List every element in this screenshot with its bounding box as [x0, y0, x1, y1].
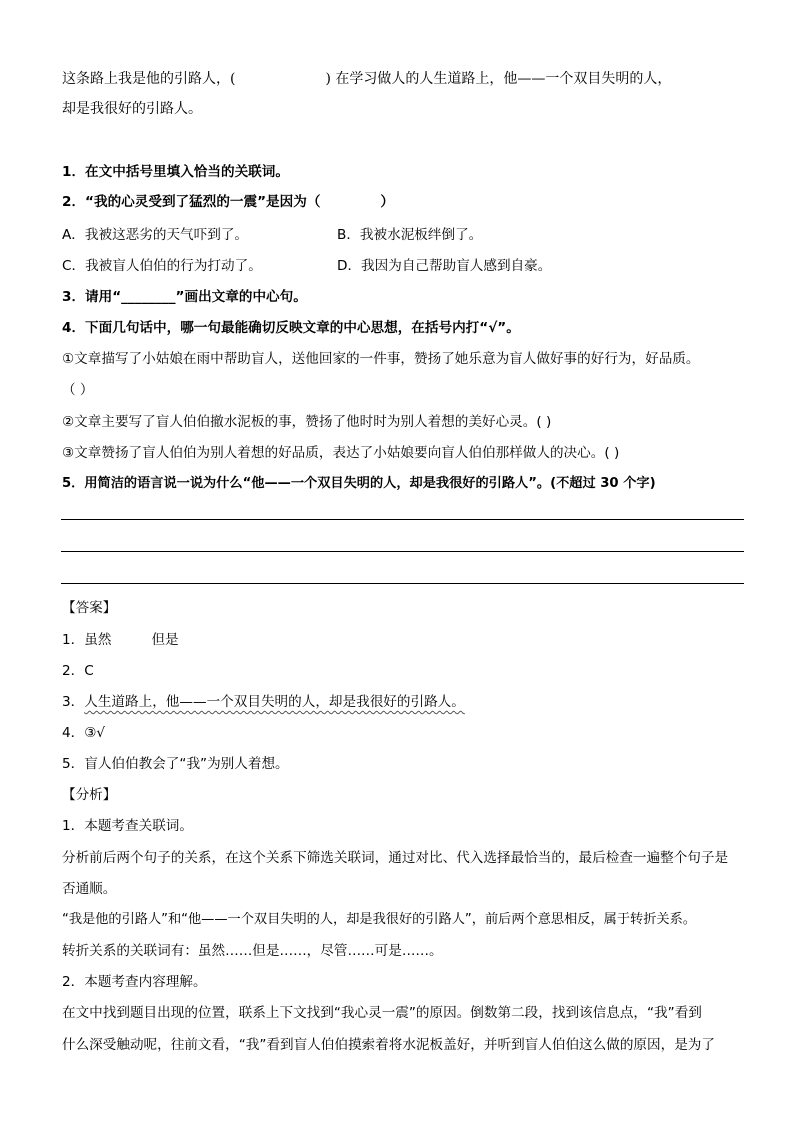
question-3: 3．请用“________”画出文章的中心句。 — [62, 289, 307, 305]
question-2 — [62, 193, 394, 211]
analysis-line-2: 分析前后两个句子的关系，在这个关系下筛选关联词，通过对比、代入选择最恰当的，最后检查一遍整个句子是 — [62, 850, 729, 866]
answer-3 — [62, 693, 465, 711]
passage-line-1a: 这条路上我是他的引路人，( — [62, 71, 236, 87]
answer-2: 2．C — [62, 663, 94, 679]
analysis-line-7: 在文中找到题目出现的位置，联系上下文找到“我心灵一震”的原因。倒数第二段，找到该信息点，“我”看到 — [62, 1005, 702, 1021]
analysis-line-8: 什么深受触动呢，往前文看，“我”看到盲人伯伯摸索着将水泥板盖好，并听到盲人伯伯这么做的原因，是为了 — [62, 1037, 715, 1053]
option-a: A．我被这恶劣的天气吓到了。 — [62, 227, 249, 243]
answer-4: 4．③√ — [62, 725, 106, 741]
question-4-option-1: ①文章描写了小姑娘在雨中帮助盲人，送他回家的一件事，赞扬了她乐意为盲人做好事的好行为，好品质。 — [62, 351, 700, 367]
question-1: 1．在文中括号里填入恰当的关联词。 — [62, 164, 289, 180]
question-4: 4．下面几句话中，哪一句最能确切反映文章的中心思想，在括号内打“√”。 — [62, 320, 520, 336]
answer-line-3 — [61, 583, 744, 584]
analysis-line-4: “我是他的引路人”和“他——一个双目失明的人，却是我很好的引路人”，前后两个意思相反，属于转折关系。 — [62, 912, 696, 927]
answer-1-word-2: 但是 — [151, 632, 179, 648]
option-c: C．我被盲人伯伯的行为打动了。 — [62, 258, 262, 274]
question-5: 5．用简洁的语言说一说为什么“他——一个双目失明的人，却是我很好的引路人”。(不超过 30 个字) — [62, 476, 656, 491]
analysis-line-1: 1．本题考查关联词。 — [62, 818, 193, 834]
question-4-option-2: ②文章主要写了盲人伯伯撤水泥板的事，赞扬了他时时为别人着想的美好心灵。( ) — [62, 414, 552, 430]
analysis-line-6: 2．本题考查内容理解。 — [62, 974, 207, 990]
answer-3-number: 3． — [62, 694, 85, 710]
answer-line-1 — [61, 519, 744, 520]
analysis-heading: 【分析】 — [62, 787, 117, 803]
answers-heading: 【答案】 — [62, 600, 117, 616]
passage-line-1b: ) 在学习做人的人生道路上，他——一个双目失明的人， — [325, 71, 672, 87]
answer-1 — [62, 631, 179, 649]
analysis-line-5: 转折关系的关联词有：虽然……但是……，尽管……可是……。 — [62, 943, 443, 959]
answer-1-word-1: 1．虽然 — [62, 632, 112, 648]
option-b: B．我被水泥板绊倒了。 — [337, 227, 483, 243]
question-2-text: 2．“我的心灵受到了猛烈的一震”是因为（ — [62, 194, 321, 210]
question-4-option-3: ③文章赞扬了盲人伯伯为别人着想的好品质，表达了小姑娘要向盲人伯伯那样做人的决心。( ) — [62, 445, 620, 461]
option-d: D．我因为自己帮助盲人感到自豪。 — [337, 258, 552, 274]
question-2-close: ） — [380, 194, 395, 210]
answer-3-text: 人生道路上，他——一个双目失明的人，却是我很好的引路人。 — [84, 694, 465, 710]
question-4-option-1-paren: （ ） — [62, 382, 94, 398]
analysis-line-3: 否通顺。 — [62, 881, 117, 897]
answer-line-2 — [61, 551, 744, 552]
passage-line-2: 却是我很好的引路人。 — [62, 101, 202, 117]
answer-5: 5．盲人伯伯教会了“我”为别人着想。 — [62, 756, 289, 772]
passage-line-1 — [62, 70, 671, 88]
